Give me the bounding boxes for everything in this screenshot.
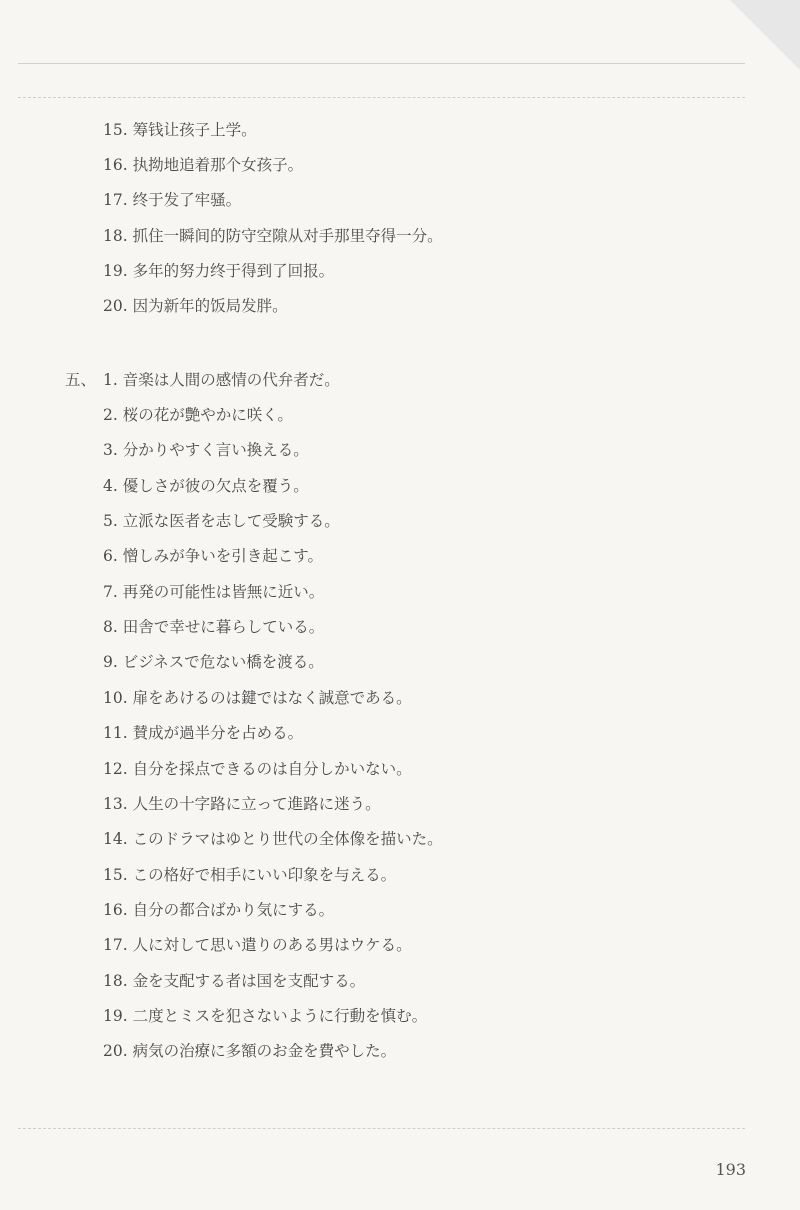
section-five-item-6: 6. 憎しみが争いを引き起こす。 [103, 547, 323, 565]
dotted-divider-bottom [18, 1128, 745, 1129]
section-four-item-20: 20. 因为新年的饭局发胖。 [103, 297, 288, 315]
section-five-item-13: 13. 人生の十字路に立って進路に迷う。 [103, 795, 381, 813]
section-five-item-7: 7. 再発の可能性は皆無に近い。 [103, 583, 325, 601]
section-five-item-19: 19. 二度とミスを犯さないように行動を慎む。 [103, 1007, 428, 1025]
section-five-item-8: 8. 田舎で幸せに暮らしている。 [103, 618, 325, 636]
section-four-item-15: 15. 筹钱让孩子上学。 [103, 121, 257, 139]
section-five-item-15: 15. この格好で相手にいい印象を与える。 [103, 866, 397, 884]
section-five-item-2: 2. 桜の花が艶やかに咲く。 [103, 406, 293, 424]
section-five-item-18: 18. 金を支配する者は国を支配する。 [103, 972, 366, 990]
dotted-divider-top [18, 97, 745, 98]
section-five-item-17: 17. 人に対して思い遣りのある男はウケる。 [103, 936, 412, 954]
section-five-item-1: 1. 音楽は人間の感情の代弁者だ。 [103, 371, 340, 389]
section-four-item-18: 18. 抓住一瞬间的防守空隙从对手那里夺得一分。 [103, 227, 443, 245]
section-five-item-20: 20. 病気の治療に多額のお金を費やした。 [103, 1042, 397, 1060]
section-five-item-14: 14. このドラマはゆとり世代の全体像を描いた。 [103, 830, 443, 848]
section-five-item-11: 11. 賛成が過半分を占める。 [103, 724, 304, 742]
section-five-item-9: 9. ビジネスで危ない橋を渡る。 [103, 653, 324, 671]
section-four-item-16: 16. 执拗地追着那个女孩子。 [103, 156, 304, 174]
page-number: 193 [715, 1160, 746, 1179]
section-five-item-5: 5. 立派な医者を志して受験する。 [103, 512, 340, 530]
page-corner-fold [730, 0, 800, 70]
section-four-item-19: 19. 多年的努力终于得到了回报。 [103, 262, 335, 280]
header-rule [18, 63, 745, 64]
section-five-item-16: 16. 自分の都合ばかり気にする。 [103, 901, 335, 919]
section-five-item-12: 12. 自分を採点できるのは自分しかいない。 [103, 760, 412, 778]
section-five-item-10: 10. 扉をあけるのは鍵ではなく誠意である。 [103, 689, 412, 707]
section-five-item-4: 4. 優しさが彼の欠点を覆う。 [103, 477, 309, 495]
section-four-item-17: 17. 终于发了牢骚。 [103, 191, 242, 209]
section-five-label: 五、 [65, 371, 97, 389]
section-five-item-3: 3. 分かりやすく言い換える。 [103, 441, 309, 459]
